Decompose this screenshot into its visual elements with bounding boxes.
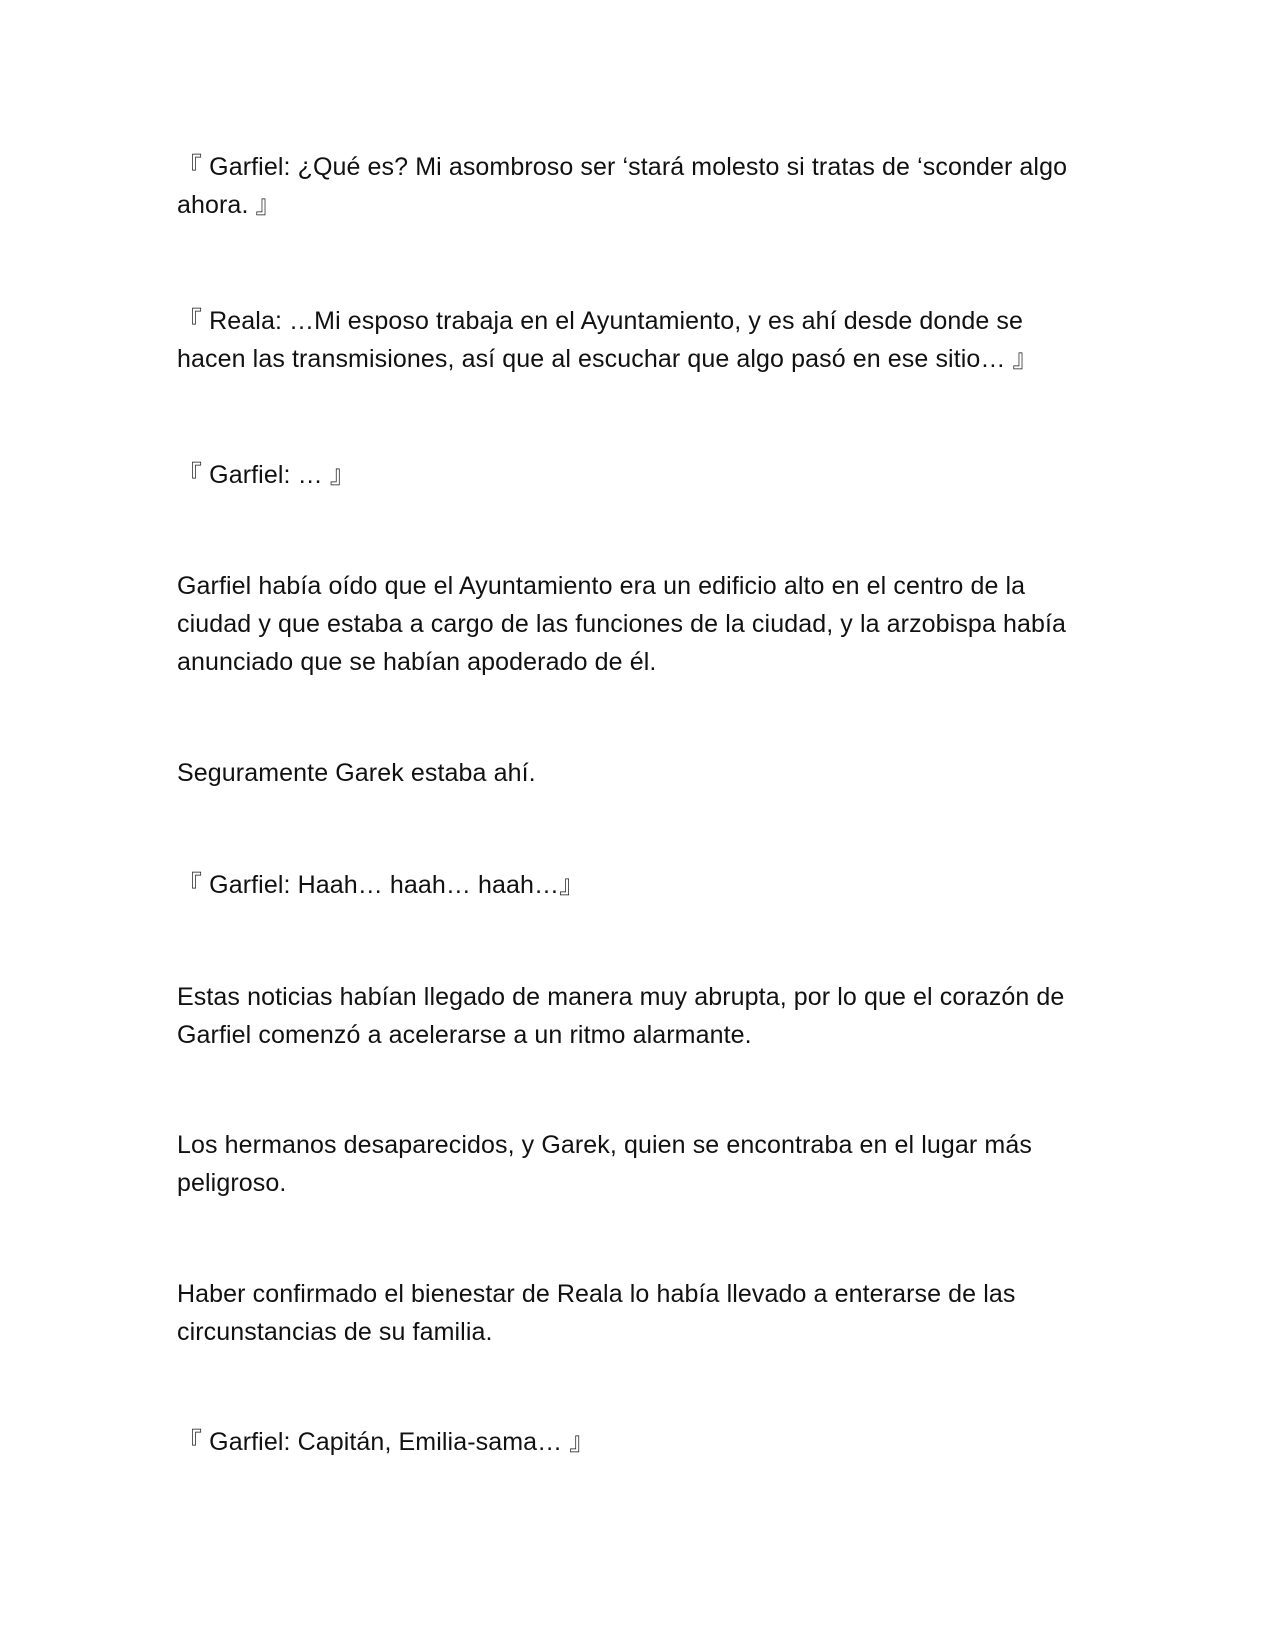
dialogue-reala-husband: 『 Reala: …Mi esposo trabaja en el Ayuntamiento, y es ahí desde donde se hacen las transmisiones, así que al escuchar que algo pasó en ese sitio… 』 [177,307,1038,373]
narration-garek-there: Seguramente Garek estaba ahí. [177,759,536,787]
narration-reala-wellbeing: Haber confirmado el bienestar de Reala lo había llevado a enterarse de las circunstancias de su familia. [177,1280,1016,1346]
narration-heart-racing: Estas noticias habían llegado de manera muy abrupta, por lo que el corazón de Garfiel comenzó a acelerarse a un ritmo alarmante. [177,983,1065,1049]
dialogue-garfiel-silence: 『 Garfiel: … 』 [177,461,355,489]
dialogue-garfiel-captain: 『 Garfiel: Capitán, Emilia-sama… 』 [177,1428,595,1456]
dialogue-garfiel-panting: 『 Garfiel: Haah… haah… haah…』 [177,871,585,899]
narration-missing-siblings: Los hermanos desaparecidos, y Garek, quien se encontraba en el lugar más peligroso. [177,1131,1032,1197]
dialogue-garfiel-question: 『 Garfiel: ¿Qué es? Mi asombroso ser ‘stará molesto si tratas de ‘sconder algo ahora. 』 [177,153,1068,219]
narration-city-hall: Garfiel había oído que el Ayuntamiento era un edificio alto en el centro de la ciudad y que estaba a cargo de las funciones de la ciudad, y la arzobispa había anunciado que se habían apoderado de él. [177,572,1067,676]
